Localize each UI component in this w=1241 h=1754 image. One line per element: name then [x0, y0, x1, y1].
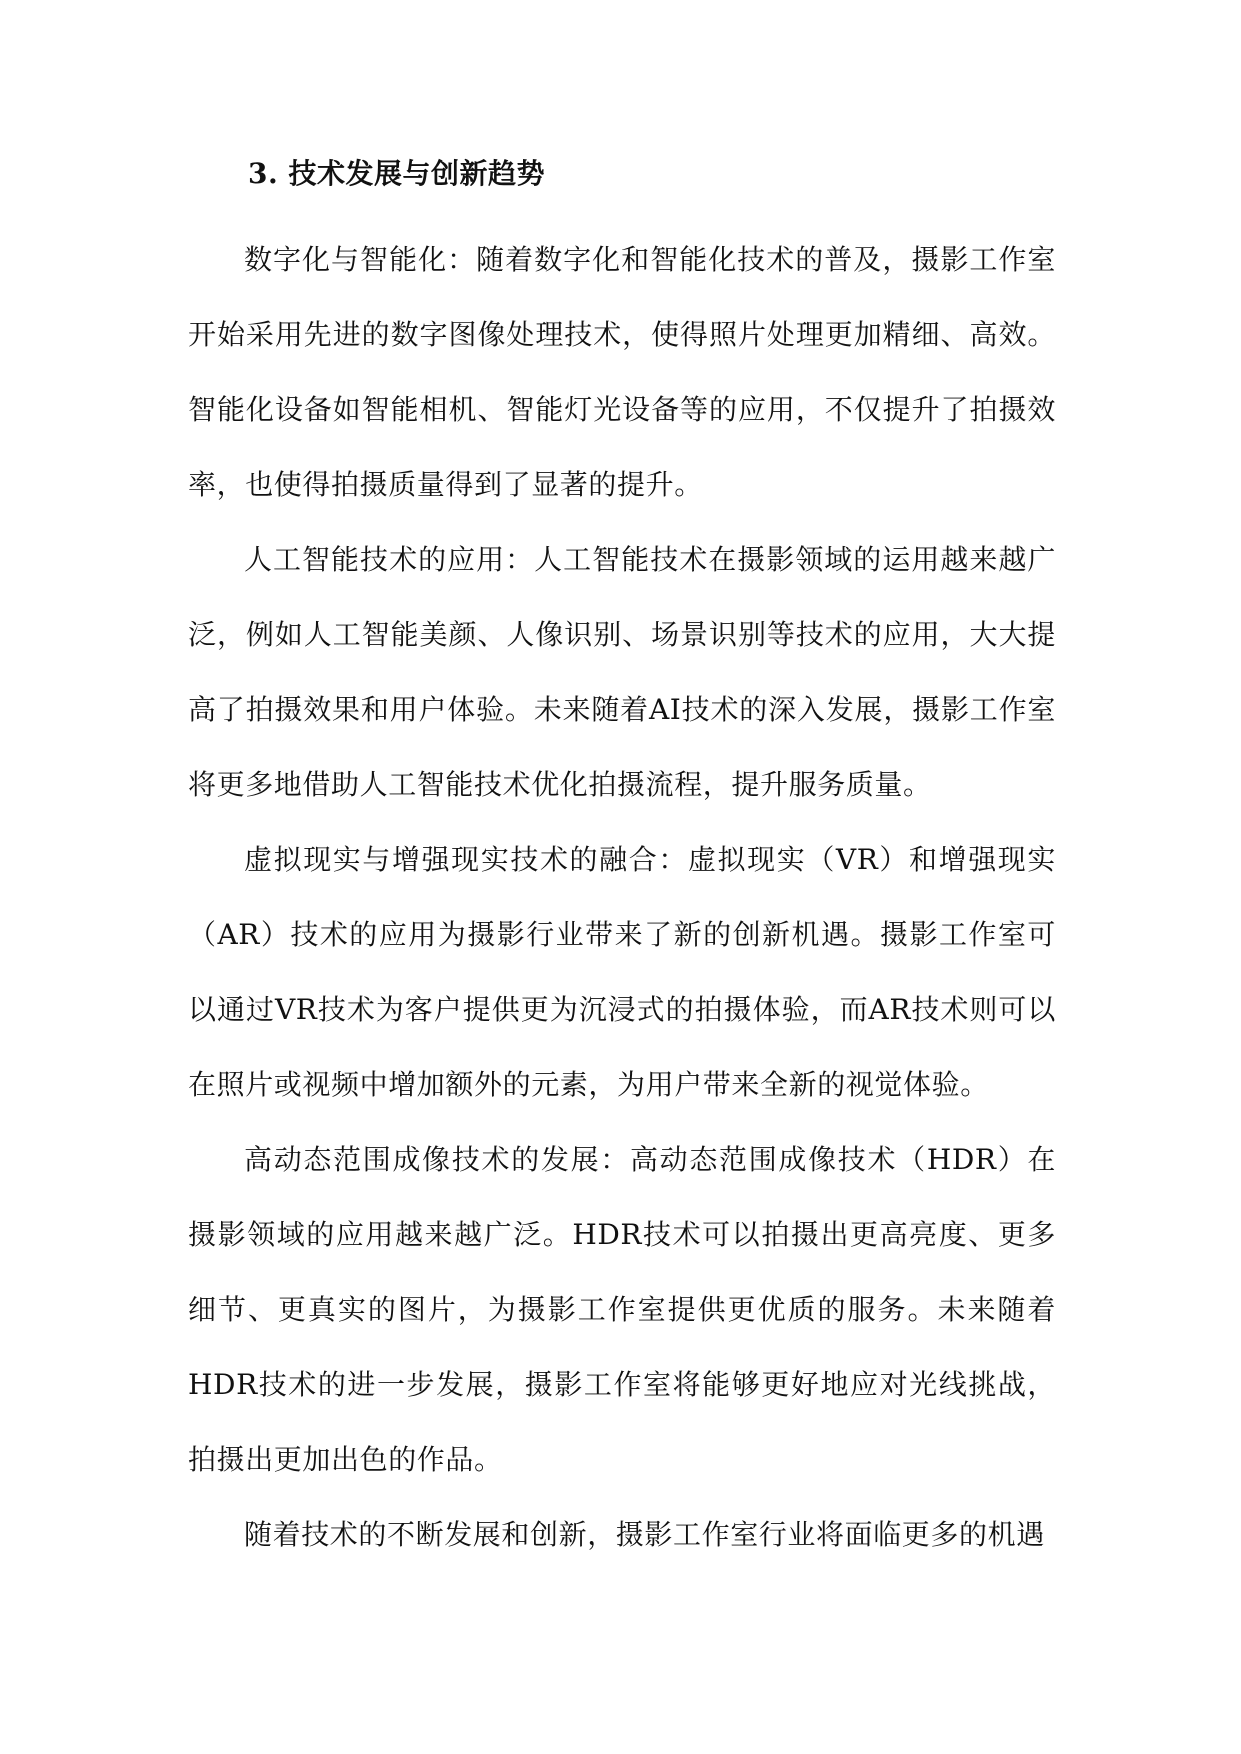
paragraph-vr-ar: 虚拟现实与增强现实技术的融合：虚拟现实（VR）和增强现实（AR）技术的应用为摄影行业带来了新的创新机遇。摄影工作室可以通过VR技术为客户提供更为沉浸式的拍摄体验，而AR技术则可以在照片或视频中增加额外的元素，为用户带来全新的视觉体验。 [188, 843, 1056, 1101]
page-content [188, 148, 1056, 1572]
paragraph-closing: 随着技术的不断发展和创新，摄影工作室行业将面临更多的机遇 [244, 1518, 1045, 1551]
paragraph-hdr: 高动态范围成像技术的发展：高动态范围成像技术（HDR）在摄影领域的应用越来越广泛。HDR技术可以拍摄出更高亮度、更多细节、更真实的图片，为摄影工作室提供更优质的服务。未来随着HDR技术的进一步发展，摄影工作室将能够更好地应对光线挑战，拍摄出更加出色的作品。 [188, 1143, 1056, 1476]
paragraph-ai-application: 人工智能技术的应用：人工智能技术在摄影领域的运用越来越广泛，例如人工智能美颜、人像识别、场景识别等技术的应用，大大提高了拍摄效果和用户体验。未来随着AI技术的深入发展，摄影工作室将更多地借助人工智能技术优化拍摄流程，提升服务质量。 [188, 543, 1056, 801]
paragraph-digitalization: 数字化与智能化：随着数字化和智能化技术的普及，摄影工作室开始采用先进的数字图像处理技术，使得照片处理更加精细、高效。智能化设备如智能相机、智能灯光设备等的应用，不仅提升了拍摄效率，也使得拍摄质量得到了显著的提升。 [188, 243, 1056, 501]
section-heading: 3. 技术发展与创新趋势 [248, 157, 545, 190]
